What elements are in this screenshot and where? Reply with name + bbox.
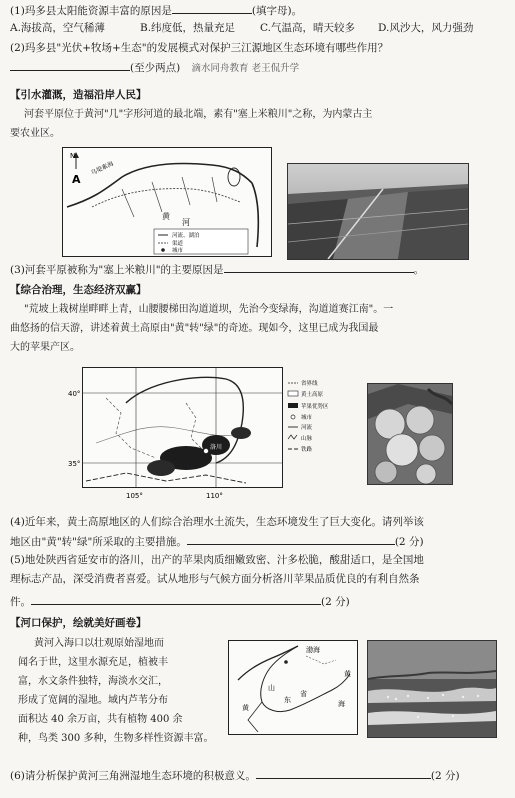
q5-score: (2 分) — [321, 596, 350, 608]
map1-label-he: 河 — [182, 218, 190, 227]
section3-title: 【河口保护，绘就美好画卷】 — [10, 617, 147, 629]
q5-line3 — [10, 594, 350, 609]
q6-line — [10, 768, 460, 783]
map2-legend-6: 铁路 — [301, 447, 313, 453]
map1-point-label: A — [72, 173, 81, 186]
section2-title: 【综合治理，生态经济双赢】 — [10, 284, 147, 296]
map3-label-bohai: 渤海 — [306, 646, 320, 654]
hetao-plain-map — [62, 147, 272, 257]
section3-para-line1: 黄河入海口以壮观原始湿地而 — [34, 638, 164, 649]
watermark: 滴水同舟教育 老王侃升学 — [191, 63, 300, 74]
q3-answer-blank[interactable] — [224, 262, 414, 273]
map2-place-luochuan: 洛川 — [210, 444, 223, 451]
map2-lon-105: 105° — [126, 492, 143, 500]
map1-legend — [154, 229, 248, 254]
section3-para-line6: 种，鸟类 300 多种，生物多样性资源丰富。 — [18, 733, 214, 744]
q2-hint: (至少两点) — [130, 62, 181, 74]
section3-para-line5: 面积达 40 余万亩，共有植物 400 余 — [18, 714, 183, 725]
map2-legend-0: 省界线 — [301, 381, 318, 387]
q1-answer-blank[interactable] — [172, 3, 252, 14]
q3-line — [10, 262, 424, 277]
q4-stem: 地区由"黄"转"绿"所采取的主要措施。 — [10, 536, 187, 548]
apple-photo — [367, 383, 453, 485]
map2-legend-2: 苹果优势区 — [301, 404, 329, 410]
q1-option-a: A.海拔高，空气稀薄 — [10, 22, 105, 34]
map1-legend-canal: 渠道 — [172, 241, 184, 247]
yellow-river-delta-map — [228, 640, 358, 735]
q6-answer-blank[interactable] — [256, 768, 431, 779]
section2-para-line3: 大的苹果产区。 — [10, 342, 80, 353]
map2-legend-5: 山脉 — [301, 436, 313, 442]
section1-para-line2: 要农业区。 — [10, 128, 60, 139]
q2-answer-blank[interactable] — [10, 60, 130, 71]
q2-stem: (2)玛多县"光伏+牧场+生态"的发展模式对保护三江源地区生态环境有哪些作用？ — [10, 42, 389, 54]
section1-para-line1: 河套平原位于黄河"几"字形河道的最北端，素有"塞上米粮川"之称，为内蒙古主 — [24, 109, 373, 120]
q5-answer-blank[interactable] — [31, 594, 321, 605]
q1-stem: (1)玛多县太阳能资源丰富的原因是 — [10, 5, 172, 17]
map3-label-huang: 黄 — [344, 670, 351, 678]
map1-north-label: N — [70, 152, 76, 160]
wetland-photo — [367, 640, 497, 738]
q4-score: (2 分) — [394, 536, 424, 548]
section3-para-line4: 形成了宽阔的湿地。域内芦苇分布 — [18, 695, 168, 706]
map3-label-river: 黄 — [242, 704, 249, 712]
map2-lon-110: 110° — [206, 492, 223, 500]
q4-line2 — [10, 534, 424, 549]
section2-para-line1: "荒坡上栽树崖畔畔上青，山腰腰梯田沟道道坝，先治今变绿海，沟道道赛江南"。一 — [24, 304, 394, 315]
map3-label-sheng: 省 — [300, 690, 307, 698]
q5-stem-end: 件。 — [10, 596, 31, 608]
map2-legend-1: 黄土高原 — [301, 392, 324, 398]
q4-line1: (4)近年来，黄土高原地区的人们综合治理水土流失，生态环境发生了巨大变化。请列举该 — [10, 516, 424, 528]
q6-stem: (6)请分析保护黄河三角洲湿地生态环境的积极意义。 — [10, 770, 256, 782]
map2-lat-40: 40° — [68, 390, 81, 398]
q1-option-c: C.气温高，晴天较多 — [260, 22, 355, 34]
map2-legend — [288, 379, 329, 453]
map3-label-shan: 山 — [268, 684, 275, 692]
map1-legend-city: 城市 — [172, 248, 184, 254]
map3-label-hai: 海 — [338, 700, 345, 708]
q3-end: 。 — [413, 264, 425, 276]
map1-label-lake: 乌梁素海 — [89, 160, 115, 177]
q1-option-b: B.纬度低，热量充足 — [140, 22, 236, 34]
q1-stem-line — [10, 3, 302, 18]
q5-line1: (5)地处陕西省延安市的洛川，出产的苹果肉质细嫩致密、汁多松脆，酸甜适口，是全国地 — [10, 554, 424, 566]
farmland-aerial-photo — [287, 163, 469, 260]
map1-legend-river: 河流、湖泊 — [172, 233, 200, 239]
map2-lat-35: 35° — [68, 460, 81, 468]
section2-para-line2: 曲悠扬的信天游，讲述着黄土高原由"黄"转"绿"的奇迹。现如今，这里已成为我国最 — [10, 323, 379, 334]
q6-score: (2 分) — [430, 770, 460, 782]
q1-option-d: D.风沙大，风力强劲 — [378, 22, 474, 34]
map2-legend-3: 城市 — [301, 415, 313, 421]
map2-legend-4: 河流 — [301, 425, 313, 431]
section3-para-line2: 闻名于世，这里水源充足，植被丰 — [18, 657, 168, 668]
loess-plateau-map — [66, 363, 336, 503]
q1-hint: (填字母)。 — [251, 5, 303, 17]
map1-label-huang: 黄 — [162, 212, 170, 221]
map3-label-dong: 东 — [284, 696, 291, 704]
q4-answer-blank[interactable] — [187, 534, 395, 545]
section3-para-line3: 富，水文条件独特，海淡水交汇， — [18, 676, 168, 687]
q3-stem: (3)河套平原被称为"塞上米粮川"的主要原因是 — [10, 264, 224, 276]
q5-line2: 理标志产品，深受消费者喜爱。试从地形与气候方面分析洛川苹果品质优良的有利自然条 — [10, 573, 420, 585]
section1-title: 【引水灌溉，造福沿岸人民】 — [10, 89, 147, 101]
q2-answer-line — [10, 60, 299, 76]
